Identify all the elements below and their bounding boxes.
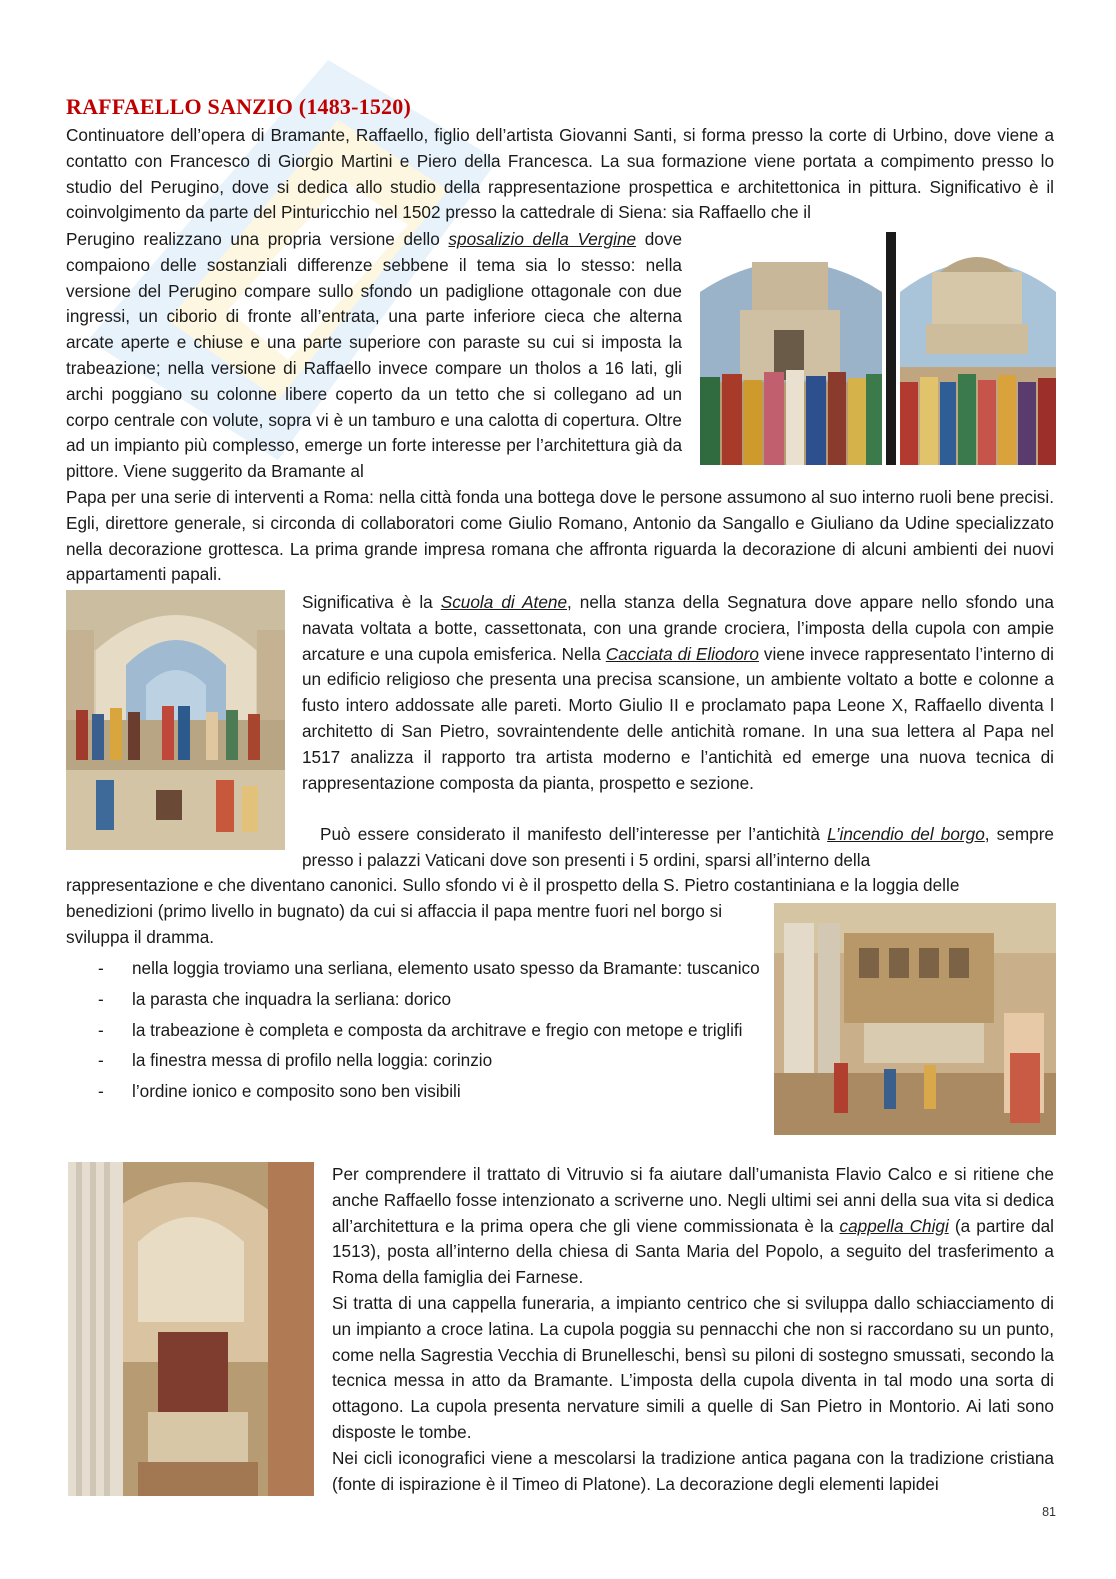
sposalizio-link: sposalizio della Vergine bbox=[448, 229, 637, 249]
scuola-di-atene-painting bbox=[66, 590, 285, 850]
chigi-paragraph-2: Si tratta di una cappella funeraria, a impianto centrico che si sviluppa dallo schiacciamento di un impianto a croce latina. La cupola poggia su pennacchi che non si raccordano su un punto, come nella Sagrestia Vecchia di Brunelleschi, bensì su piloni di sostegno smussati, secondo la tecnica messa in atto da Bramante. L’imposta della cupola diventa in tal modo una sorta di ottagono. La cupola presenta nervature simili a quelle di San Pietro in Montorio. Ai lati sono disposte le tombe. bbox=[332, 1293, 1054, 1442]
sposalizio-paragraph: Perugino realizzano una propria versione dello sposalizio della Vergine dove compaiono delle sostanziali differenze sebbene il tema sia lo stesso: nella versione del Perugino compare sullo sfondo un padiglione ottagonale con due ingressi, un ciborio di fronte all’entrata, una parte inferiore cieca che alterna arcate aperte e chiuse e una parte superiore con paraste su cui si imposta la trabeazione; nella versione di Raffaello invece compare un tholos a 16 lati, gli archi poggiano su colonne libere coperto da un tetto che si collegano ad un corpo centrale con volute, sopra vi è un tamburo e una calotta di copertura. Oltre ad un impianto più complesso, emerge un forte interesse per l’architettura già da pittore. Viene suggerito da Bramante al bbox=[66, 229, 682, 482]
atene-paragraph: Significativa è la Scuola di Atene, nella stanza della Segnatura dove appare nello sfondo una navata voltata a botte, cassettonata, con una grande crociera, l’imposta della cupola con ampie arcature e una cupola emisferica. Nella Cacciata di Eliodoro viene invece rappresentato l’interno di un edificio religioso che presenta una precisa scansione, un ambiente voltato a botte e colonne a fusto intero addossate alle pareti. Morto Giulio II e proclamato papa Leone X, Raffaello diventa l architetto di San Pietro, sovraintendente delle antichità romane. In una sua lettera al Papa nel 1517 analizza il rapporto tra artista moderno e l’antichità ed emerge una nuova tecnica di rappresentazione composta da pianta, prospetto e sezione. bbox=[302, 592, 1054, 793]
cacciata-di-eliodoro-link: Cacciata di Eliodoro bbox=[605, 643, 759, 664]
cappella-chigi-photo bbox=[68, 1162, 314, 1496]
scuola-di-atene-link: Scuola di Atene bbox=[440, 592, 567, 612]
list-item: - la finestra messa di profilo nella loggia: corinzio bbox=[66, 1048, 760, 1074]
list-item: - la parasta che inquadra la serliana: dorico bbox=[66, 987, 760, 1013]
list-item: - la trabeazione è completa e composta da architrave e fregio con metope e triglifi bbox=[66, 1018, 760, 1044]
incendio-paragraph: Può essere considerato il manifesto dell’interesse per l’antichità L’incendio del borgo, sempre presso i palazzi Vaticani dove son presenti i 5 ordini, sparsi all’interno della bbox=[302, 824, 1054, 870]
list-item: - nella loggia troviamo una serliana, elemento usato spesso da Bramante: tuscanico bbox=[66, 956, 760, 982]
roma-paragraph: Papa per una serie di interventi a Roma: nella città fonda una bottega dove le persone assumono al suo interno ruoli bene precisi. Egli, direttore generale, si circonda di collaboratori come Giulio Romano, Antonio da Sangallo e Giuliano da Udine specializzato nella decorazione grottesca. La prima grande impresa romana che affronta riguarda la decorazione di alcuni ambienti dei nuovi appartamenti papali. bbox=[66, 487, 1054, 585]
orders-list-container bbox=[66, 956, 760, 1110]
chigi-paragraph-3: Nei cicli iconografici viene a mescolarsi la tradizione antica pagana con la tradizione cristiana (fonte di ispirazione è il Timeo di Platone). La decorazione degli elementi lapidei bbox=[332, 1448, 1054, 1494]
list-item: - l’ordine ionico e composito sono ben visibili bbox=[66, 1079, 760, 1105]
chigi-paragraph: Per comprendere il trattato di Vitruvio si fa aiutare dall’umanista Flavio Calco e si ritiene che anche Raffaello fosse intenzionato a scriverne uno. Negli ultimi sei anni della sua vita si dedica all’architettura e la prima opera che gli viene commissionata è la cappella Chigi (a partire dal 1513), posta all’interno della chiesa di Santa Maria del Popolo, a seguito del trasferimento a Roma della famiglia dei Farnese. bbox=[332, 1164, 1055, 1288]
incendio-del-borgo-link: L’incendio del borgo bbox=[827, 824, 985, 844]
intro-paragraph: Continuatore dell’opera di Bramante, Raffaello, figlio dell’artista Giovanni Santi, si forma presso la corte di Urbino, dove viene a contatto con Francesco di Giorgio Martini e Piero della Francesca. La sua formazione viene portata a compimento presso lo studio del Perugino, dove si dedica allo studio della rappresentazione prospettica e architettonica in pittura. Significativo è il coinvolgimento da parte del Pinturicchio nel 1502 presso la cattedrale di Siena: sia Raffaello che il bbox=[66, 125, 1054, 223]
rappresentazione-paragraph: rappresentazione e che diventano canonici. Sullo sfondo vi è il prospetto della S. Pietro costantiniana e la loggia delle bbox=[66, 875, 960, 895]
page-number: 81 bbox=[1042, 1505, 1056, 1519]
incendio-del-borgo-painting bbox=[774, 903, 1056, 1135]
benedizioni-paragraph: benedizioni (primo livello in bugnato) da cui si affaccia il papa mentre fuori nel borgo si sviluppa il dramma. bbox=[66, 901, 723, 947]
cappella-chigi-link: cappella Chigi bbox=[839, 1215, 949, 1236]
sposalizio-paintings bbox=[700, 232, 1056, 465]
page-title: RAFFAELLO SANZIO (1483-1520) bbox=[66, 94, 411, 119]
orders-list bbox=[66, 956, 760, 1105]
